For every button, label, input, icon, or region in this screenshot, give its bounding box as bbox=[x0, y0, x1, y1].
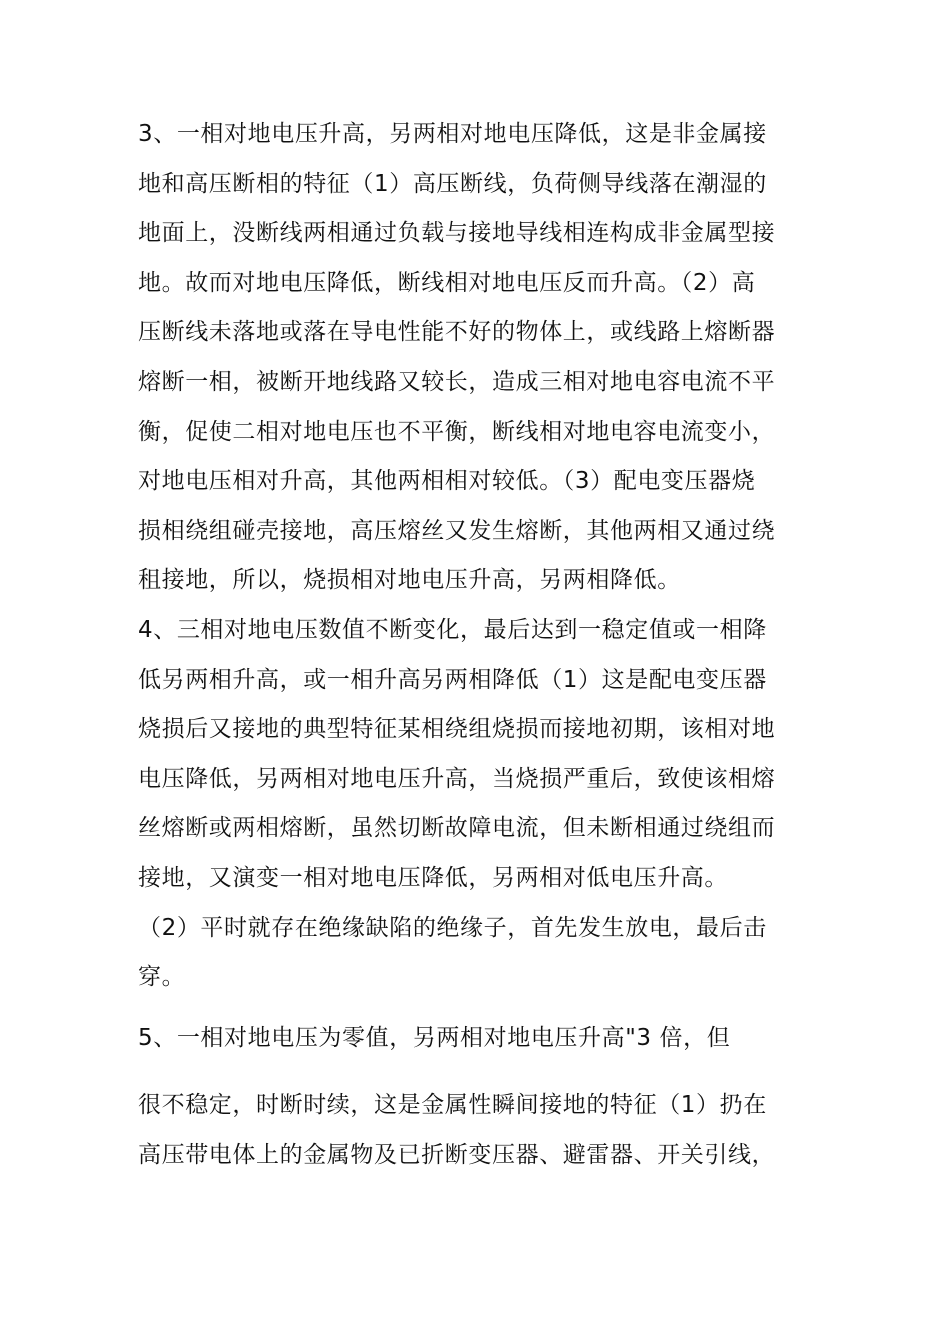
text-line: （2）平时就存在绝缘缺陷的绝缘子，首先发生放电，最后击 bbox=[138, 914, 767, 941]
text-line: 电压降低，另两相对地电压升高，当烧损严重后，致使该相熔 bbox=[138, 765, 776, 792]
text-line: 烧损后又接地的典型特征某相绕组烧损而接地初期，该相对地 bbox=[138, 716, 776, 743]
paragraph-faults-3-4 bbox=[138, 110, 810, 1003]
text-line: 丝熔断或两相熔断，虽然切断故障电流，但未断相通过绕组而 bbox=[138, 815, 776, 842]
text-line: 4、三相对地电压数值不断变化，最后达到一稳定值或一相降 bbox=[138, 616, 767, 643]
text-line: 熔断一相，被断开地线路又较长，造成三相对地电容电流不平 bbox=[138, 368, 776, 395]
text-line: 很不稳定，时断时续，这是金属性瞬间接地的特征（1）扔在 bbox=[138, 1092, 767, 1118]
text-line: 低另两相升高，或一相升高另两相降低（1）这是配电变压器 bbox=[138, 666, 767, 693]
text-line: 地。故而对地电压降低，断线相对地电压反而升高。（2）高 bbox=[138, 269, 756, 296]
paragraph-fault-5-body bbox=[138, 1081, 810, 1180]
text-line: 对地电压相对升高，其他两相相对较低。（3）配电变压器烧 bbox=[138, 468, 756, 495]
text-line: 租接地，所以，烧损相对地电压升高，另两相降低。 bbox=[138, 567, 681, 594]
text-line: 损相绕组碰壳接地，高压熔丝又发生熔断，其他两相又通过绕 bbox=[138, 517, 776, 544]
text-line: 穿。 bbox=[138, 964, 186, 991]
text-line: 接地，又演变一相对地电压降低，另两相对低电压升高。 bbox=[138, 864, 728, 891]
text-line: 衡，促使二相对地电压也不平衡，断线相对地电容电流变小， bbox=[138, 418, 776, 445]
text-line: 高压带电体上的金属物及已折断变压器、避雷器、开关引线， bbox=[138, 1141, 776, 1168]
text-line: 3、一相对地电压升高，另两相对地电压降低，这是非金属接 bbox=[138, 121, 767, 147]
text-line: 地面上，没断线两相通过负载与接地导线相连构成非金属型接 bbox=[138, 220, 776, 247]
text-line: 5、一相对地电压为零值，另两相对地电压升高"3 倍，但 bbox=[138, 1025, 731, 1051]
paragraph-fault-5-heading bbox=[138, 1014, 810, 1064]
text-line: 压断线未落地或落在导电性能不好的物体上，或线路上熔断器 bbox=[138, 319, 776, 346]
text-line: 地和高压断相的特征（1）高压断线，负荷侧导线落在潮湿的 bbox=[138, 170, 767, 197]
